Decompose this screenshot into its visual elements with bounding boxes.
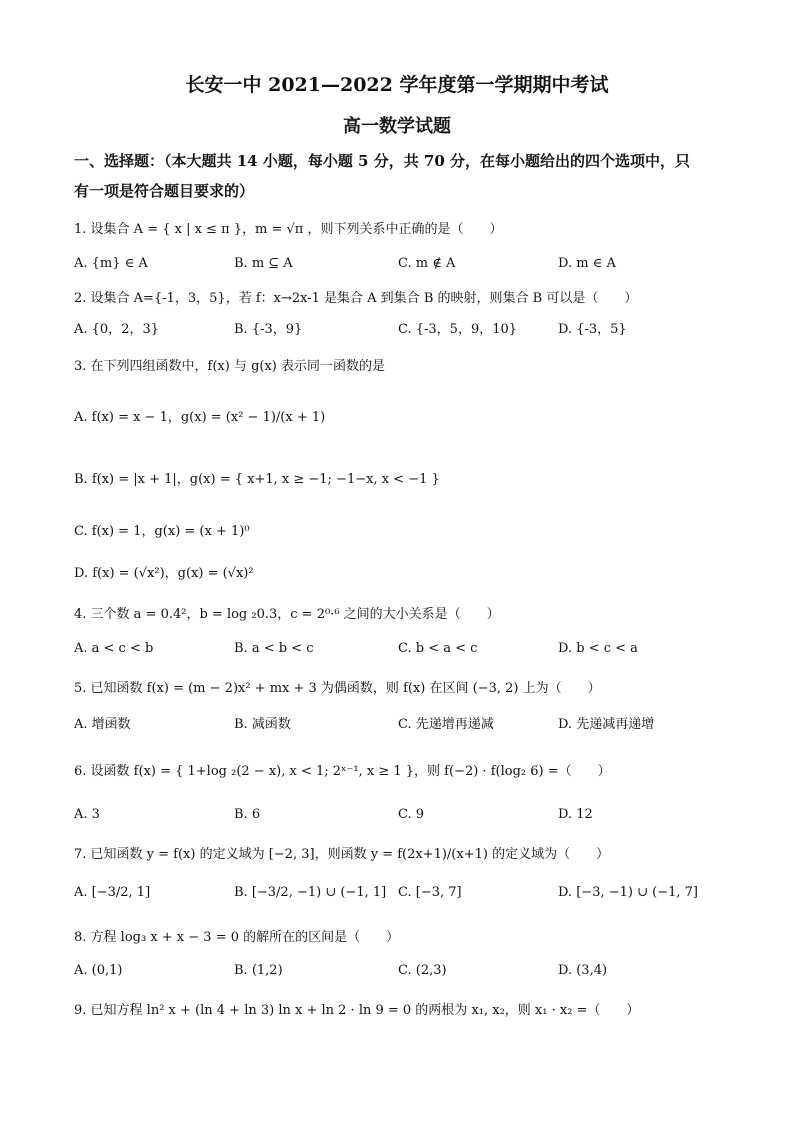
question-2-stem: 2. 设集合 A={-1，3，5}，若 f：x→2x-1 是集合 A 到集合 B 的映射，则集合 B 可以是（ ） bbox=[74, 291, 638, 306]
section-heading-line1: 一、选择题：（本大题共 14 小题，每小题 5 分，共 70 分，在每小题给出的四个选项中，只 bbox=[74, 152, 691, 170]
question-3-stem: 3. 在下列四组函数中，f(x) 与 g(x) 表示同一函数的是 bbox=[74, 359, 386, 374]
question-7-stem: 7. 已知函数 y = f(x) 的定义域为 [−2, 3]，则函数 y = f(2x+1)/(x+1) 的定义域为（ ） bbox=[74, 847, 610, 862]
question-7-option-a: A. [−3/2, 1] bbox=[74, 885, 151, 900]
question-1-option-d: D. m ∈ A bbox=[558, 256, 616, 271]
question-7-option-b: B. [−3/2, −1) ∪ (−1, 1] bbox=[234, 885, 387, 900]
question-7-option-c: C. [−3, 7] bbox=[398, 885, 462, 900]
question-8-option-c: C. (2,3) bbox=[398, 963, 447, 978]
question-2-option-b: B. {-3，9} bbox=[234, 322, 303, 337]
question-3-option-c: C. f(x) = 1，g(x) = (x + 1)⁰ bbox=[74, 524, 250, 539]
question-9-stem: 9. 已知方程 ln² x + (ln 4 + ln 3) ln x + ln 2 · ln 9 = 0 的两根为 x₁, x₂，则 x₁ · x₂ =（ ） bbox=[74, 1003, 640, 1018]
question-8-option-b: B. (1,2) bbox=[234, 963, 283, 978]
question-3-option-b: B. f(x) = |x + 1|，g(x) = { x+1, x ≥ −1; −1−x, x < −1 } bbox=[74, 472, 440, 487]
question-3-option-d: D. f(x) = (√x²)，g(x) = (√x)² bbox=[74, 566, 254, 581]
question-2-option-a: A. {0，2，3} bbox=[74, 322, 160, 337]
question-8-option-d: D. (3,4) bbox=[558, 963, 608, 978]
question-4-option-b: B. a < b < c bbox=[234, 641, 314, 656]
exam-title: 长安一中 2021—2022 学年度第一学期期中考试 bbox=[185, 74, 609, 96]
question-4-option-c: C. b < a < c bbox=[398, 641, 478, 656]
section-heading bbox=[74, 146, 724, 206]
question-5-option-c: C. 先递增再递减 bbox=[398, 717, 494, 732]
question-1-stem: 1. 设集合 A = { x | x ≤ π }，m = √π ，则下列关系中正确的是（ ） bbox=[74, 222, 503, 237]
question-6-option-c: C. 9 bbox=[398, 807, 425, 822]
question-6-option-b: B. 6 bbox=[234, 807, 261, 822]
question-7-option-d: D. [−3, −1) ∪ (−1, 7] bbox=[558, 885, 698, 900]
section-heading-line2: 有一项是符合题目要求的） bbox=[74, 182, 255, 200]
question-2-option-d: D. {-3，5} bbox=[558, 322, 627, 337]
question-2-option-c: C. {-3，5，9，10} bbox=[398, 322, 518, 337]
question-3-option-a: A. f(x) = x − 1，g(x) = (x² − 1)/(x + 1) bbox=[74, 410, 326, 425]
question-8-stem: 8. 方程 log₃ x + x − 3 = 0 的解所在的区间是（ ） bbox=[74, 930, 400, 945]
question-4-option-d: D. b < c < a bbox=[558, 641, 638, 656]
question-8-option-a: A. (0,1) bbox=[74, 963, 123, 978]
question-6-option-a: A. 3 bbox=[74, 807, 100, 822]
question-4-option-a: A. a < c < b bbox=[74, 641, 154, 656]
exam-subtitle: 高一数学试题 bbox=[343, 116, 451, 137]
question-5-stem: 5. 已知函数 f(x) = (m − 2)x² + mx + 3 为偶函数，则 f(x) 在区间 (−3, 2) 上为（ ） bbox=[74, 681, 601, 696]
question-5-option-d: D. 先递减再递增 bbox=[558, 717, 655, 732]
question-5-option-a: A. 增函数 bbox=[74, 717, 131, 732]
question-1-option-c: C. m ∉ A bbox=[398, 256, 456, 271]
question-1-option-b: B. m ⊆ A bbox=[234, 256, 293, 271]
question-5-option-b: B. 减函数 bbox=[234, 717, 291, 732]
question-6-option-d: D. 12 bbox=[558, 807, 593, 822]
question-4-stem: 4. 三个数 a = 0.4²，b = log ₂0.3，c = 2⁰·⁶ 之间的大小关系是（ ） bbox=[74, 607, 500, 622]
question-6-stem: 6. 设函数 f(x) = { 1+log ₂(2 − x), x < 1; 2ˣ⁻¹, x ≥ 1 }，则 f(−2) · f(log₂ 6) =（ ） bbox=[74, 764, 611, 779]
question-1-option-a: A. {m} ∈ A bbox=[74, 256, 148, 271]
